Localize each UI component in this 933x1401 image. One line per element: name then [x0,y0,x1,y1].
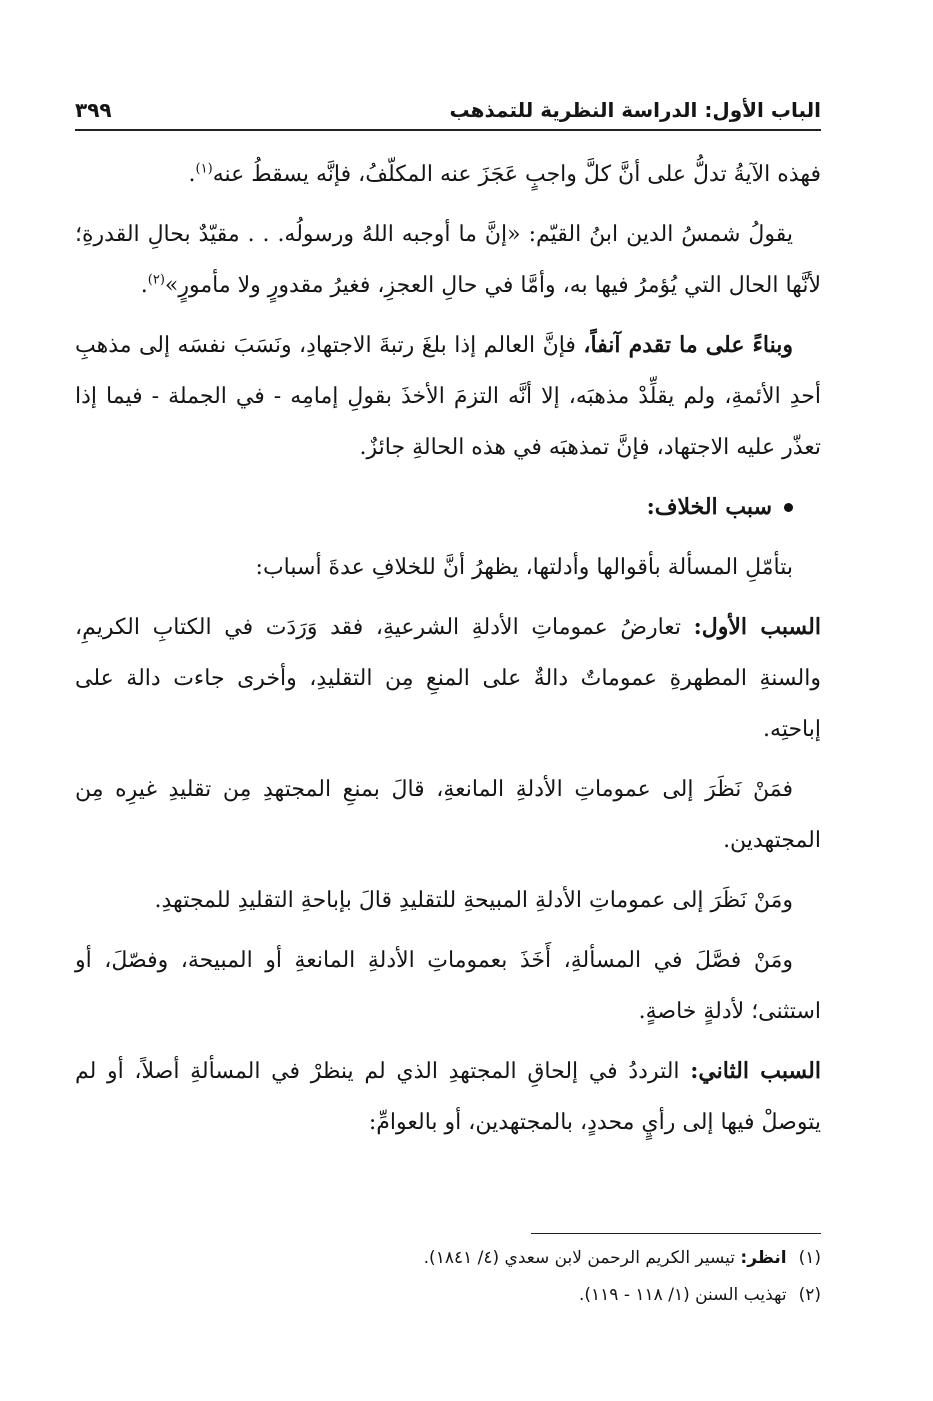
footnote-1-number: (١) [798,1248,821,1268]
paragraph-9-text: الترددُ في إلحاقِ المجتهدِ الذي لم ينظرْ في المسألةِ أصلاً، أو لم يتوصلْ فيها إلى رأيٍ محددٍ، بالمجتهدين، أو بالعوامِّ: [75,1059,821,1135]
reason-2-label: السبب الثاني: [690,1058,821,1084]
paragraph-3-lead: وبناءً على ما تقدم آنفاً، [583,332,793,358]
footnote-1-text: تيسير الكريم الرحمن لابن سعدي (٤/ ١٨٤١). [423,1248,741,1268]
reason-1-label: السبب الأول: [693,614,821,640]
footnotes-section [75,1233,821,1314]
paragraph-3-text: فإنَّ العالم إذا بلغَ رتبةَ الاجتهادِ، ونَسَبَ نفسَه إلى مذهبِ أحدِ الأئمةِ، ولم يقلِّدْ مذهبَه، إلا أنَّه التزمَ الأخذَ بقولِ إمامِه - في الجملة - فيما إذا تعذّر عليه الاجتهاد، فإنَّ تمذهبَه في هذه الحالةِ جائزٌ. [75,333,821,460]
paragraph-8: ومَنْ فصَّلَ في المسألةِ، أَخَذَ بعموماتِ الأدلةِ المانعةِ أو المبيحة، وفصّلَ، أو استثنى؛ لأدلةٍ خاصةٍ. [75,948,821,1024]
paragraph-9 [75,1046,821,1148]
paragraph-3 [75,320,821,473]
paragraph-2-end: . [140,273,148,298]
page-number: ٣٩٩ [75,98,112,122]
main-text [75,149,821,1148]
footnote-ref-2[interactable]: (٢) [147,272,165,288]
footnote-ref-1[interactable]: (١) [195,161,213,177]
paragraph-5-text: تعارضُ عموماتِ الأدلةِ الشرعيةِ، فقد وَرَدَت في الكتابِ الكريمِ، والسنةِ المطهرةِ عموماتٌ دالةٌ على المنعِ مِن التقليدِ، وأخرى جاءت دالة على إباحتِه. [75,615,821,742]
paragraph-2-quote [75,209,821,311]
paragraph-6: فمَنْ نَظَرَ إلى عموماتِ الأدلةِ المانعةِ، قالَ بمنعِ المجتهدِ مِن تقليدِ غيرِه مِن المجتهدين. [75,777,821,853]
footnote-1-lead: انظر: [740,1248,787,1268]
book-page [75,98,821,1361]
section-heading [75,482,821,533]
footnote-2 [75,1277,821,1314]
paragraph-5 [75,602,821,755]
paragraph-1 [75,149,821,200]
section-heading-text: سبب الخلاف: [646,494,772,520]
footnote-separator [531,1233,821,1234]
paragraph-2-text: يقولُ شمسُ الدين ابنُ القيّم: «إنَّ ما أوجبه اللهُ ورسولُه. . . مقيّدٌ بحالِ القدرةِ؛ لأنَّها الحال التي يُؤمرُ فيها به، وأمَّا في حالِ العجزِ، فغيرُ مقدورٍ ولا مأمورٍ» [75,222,821,298]
footnote-2-number: (٢) [798,1285,821,1305]
chapter-title: الباب الأول: الدراسة النظرية للتمذهب [449,98,821,122]
paragraph-1-text: فهذه الآيةُ تدلُّ على أنَّ كلَّ واجبٍ عَجَزَ عنه المكلّفُ، فإنَّه يسقطُ عنه [212,162,821,187]
running-header [75,98,821,131]
footnote-1-body [424,1240,787,1277]
paragraph-7: ومَنْ نَظَرَ إلى عموماتِ الأدلةِ المبيحةِ للتقليدِ قالَ بإباحةِ التقليدِ للمجتهدِ. [154,888,793,913]
paragraph-4: بتأمّلِ المسألة بأقوالها وأدلتها، يظهرُ أنَّ للخلافِ عدةَ أسباب: [255,555,793,580]
footnote-2-text: تهذيب السنن (١/ ١١٨ - ١١٩). [578,1285,787,1305]
bullet-icon [784,503,793,512]
footnote-1 [75,1240,821,1277]
paragraph-1-end: . [188,162,196,187]
